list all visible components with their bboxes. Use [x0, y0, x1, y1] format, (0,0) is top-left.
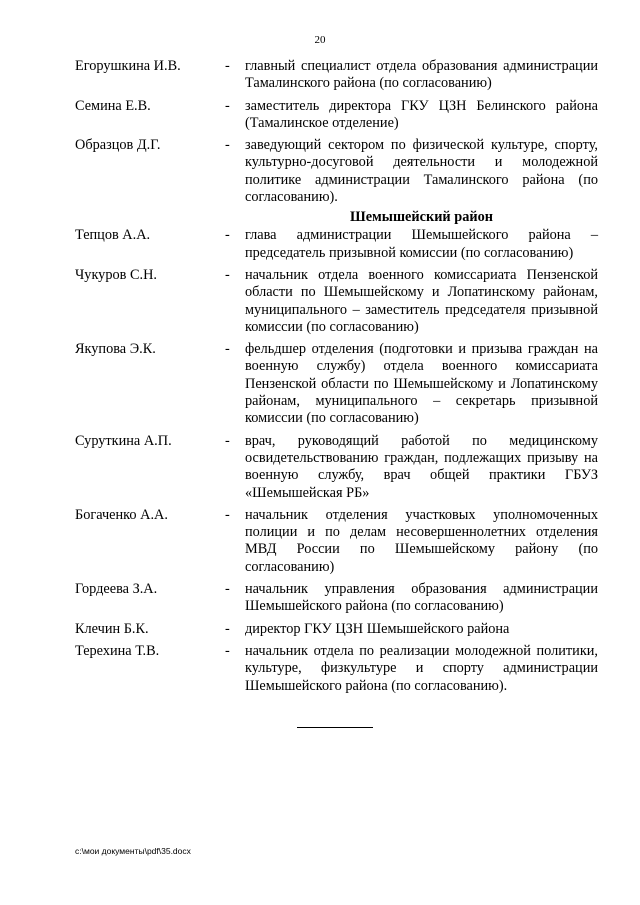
member-name: Клечин Б.К. [75, 620, 149, 637]
entries-before [75, 58, 598, 206]
member-dash: - [225, 58, 230, 74]
member-role: главный специалист отдела образования администрации Тамалинского района (по согласованию) [245, 58, 598, 92]
member-role: начальник отдела по реализации молодежной политики, культуре, физкультуре и спорту администрации Шемышейского района (по согласованию). [245, 642, 598, 694]
member-dash: - [225, 506, 230, 523]
member-name: Образцов Д.Г. [75, 137, 161, 154]
member-role: фельдшер отделения (подготовки и призыва граждан на военную службу) отдела военного комиссариата Пензенской области по Шемышейскому и Лопатинскому районам, муниципального – секретарь призывной комиссии (по согласованию) [245, 341, 598, 427]
member-entry [75, 507, 598, 576]
member-role: директор ГКУ ЦЗН Шемышейского района [245, 620, 510, 637]
member-role: глава администрации Шемышейского района – председатель призывной комиссии (по согласованию) [245, 227, 598, 261]
member-dash: - [225, 620, 230, 637]
member-dash: - [225, 642, 230, 659]
member-name: Богаченко А.А. [75, 506, 168, 523]
member-dash: - [225, 432, 230, 449]
member-entry [75, 643, 598, 695]
member-name: Гордеева З.А. [75, 581, 158, 598]
member-name: Семина Е.В. [75, 97, 151, 114]
member-role: начальник отделения участковых уполномоченных полиции и по делам несовершеннолетних отделения МВД России по Шемышейскому району (по согласованию) [245, 506, 598, 575]
member-dash: - [225, 341, 230, 358]
member-role: начальник управления образования администрации Шемышейского района (по согласованию) [245, 581, 598, 615]
member-role: заведующий сектором по физической культуре, спорту, культурно-досуговой деятельности и молодежной политике администрации Тамалинского района (по согласованию). [245, 137, 598, 206]
member-entry [75, 267, 598, 336]
member-role: начальник отдела военного комиссариата Пензенской области по Шемышейскому и Лопатинскому районам, муниципального – заместитель председателя призывной комиссии (по согласованию) [245, 266, 598, 335]
member-name: Якупова Э.К. [75, 341, 156, 358]
page-number: 20 [314, 34, 326, 46]
commission-list [75, 58, 598, 695]
member-role: врач, руководящий работой по медицинскому освидетельствованию граждан, подлежащих призыву на военную службу, врач общей практики ГБУЗ «Шемышейская РБ» [245, 432, 598, 501]
member-name: Егорушкина И.В. [75, 58, 181, 74]
section-title: Шемышейский район [350, 209, 493, 226]
member-name: Чукуров С.Н. [75, 266, 157, 283]
member-entry [75, 341, 598, 427]
member-name: Тепцов А.А. [75, 227, 151, 244]
member-entry [75, 227, 598, 262]
member-dash: - [225, 581, 230, 598]
member-dash: - [225, 266, 230, 283]
separator-line [297, 727, 373, 728]
member-name: Суруткина А.П. [75, 432, 172, 449]
member-role: заместитель директора ГКУ ЦЗН Белинского района (Тамалинское отделение) [245, 97, 598, 131]
member-entry [75, 621, 598, 638]
file-path-footer: c:\мои документы\pdf\35.docx [75, 846, 191, 856]
member-entry [75, 137, 598, 206]
member-name: Терехина Т.В. [75, 642, 160, 659]
member-entry [75, 58, 598, 93]
entries-after [75, 227, 598, 694]
member-dash: - [225, 227, 230, 244]
member-dash: - [225, 137, 230, 154]
member-entry [75, 433, 598, 502]
member-dash: - [225, 97, 230, 114]
member-entry [75, 98, 598, 133]
member-entry [75, 581, 598, 616]
